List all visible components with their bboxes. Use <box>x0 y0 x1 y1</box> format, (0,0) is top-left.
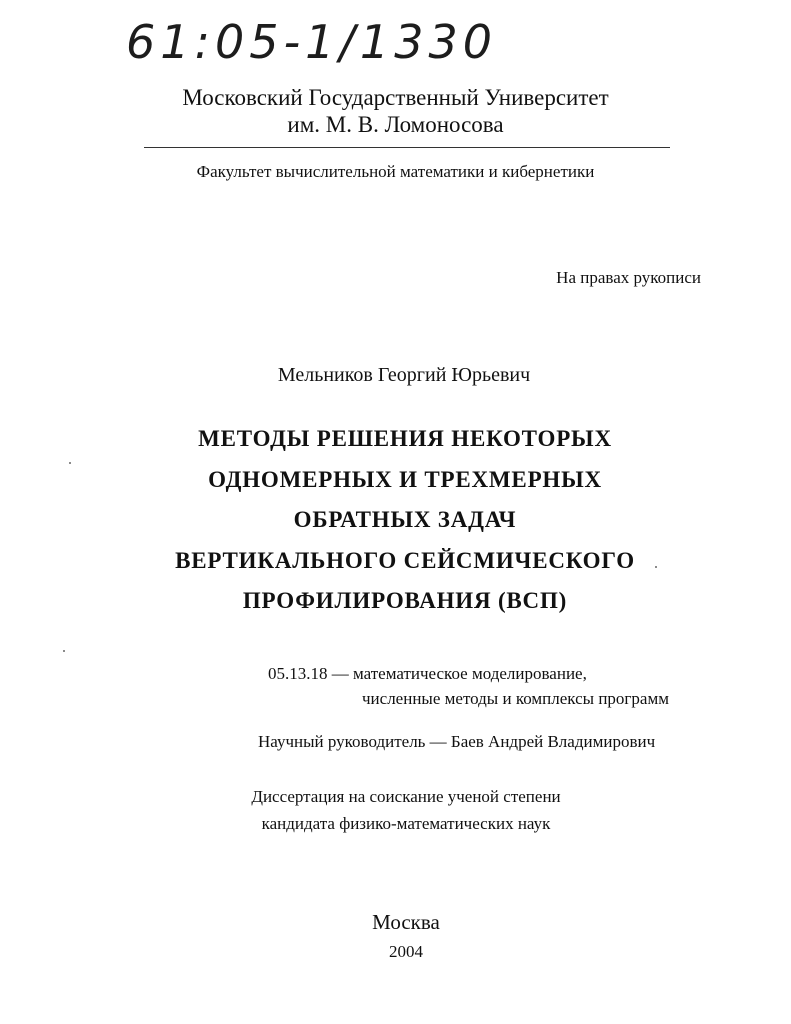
author-name: Мельников Георгий Юрьевич <box>277 364 531 386</box>
handwritten-archive-number: 61:05-1/1330 <box>126 15 497 69</box>
city: Москва <box>372 910 440 934</box>
manuscript-rights-note: На правах рукописи <box>556 268 701 287</box>
degree-line: кандидата физико-математических наук <box>261 814 551 833</box>
degree-line: Диссертация на соискание ученой степени <box>251 787 561 806</box>
dissertation-title <box>0 419 791 622</box>
title-line: ОДНОМЕРНЫХ И ТРЕХМЕРНЫХ <box>208 466 602 492</box>
header-divider <box>144 147 670 148</box>
title-line: ВЕРТИКАЛЬНОГО СЕЙСМИЧЕСКОГО <box>175 547 635 573</box>
specialty-line: 05.13.18 — математическое моделирование, <box>268 664 587 683</box>
year: 2004 <box>389 942 423 961</box>
specialty-line: численные методы и комплексы программ <box>362 689 669 708</box>
degree-statement <box>0 783 791 837</box>
scan-speck <box>63 650 65 652</box>
scientific-advisor: Научный руководитель — Баев Андрей Владимирович <box>258 732 656 751</box>
title-line: МЕТОДЫ РЕШЕНИЯ НЕКОТОРЫХ <box>198 426 612 451</box>
university-name: Московский Государственный Университет <box>182 85 609 110</box>
title-line: ОБРАТНЫХ ЗАДАЧ <box>293 507 517 532</box>
faculty-name: Факультет вычислительной математики и кибернетики <box>196 162 595 181</box>
scan-speck <box>69 462 71 464</box>
university-honorific: им. М. В. Ломоносова <box>287 112 504 137</box>
title-line: ПРОФИЛИРОВАНИЯ (ВСП) <box>242 588 568 613</box>
scan-speck <box>655 566 657 568</box>
